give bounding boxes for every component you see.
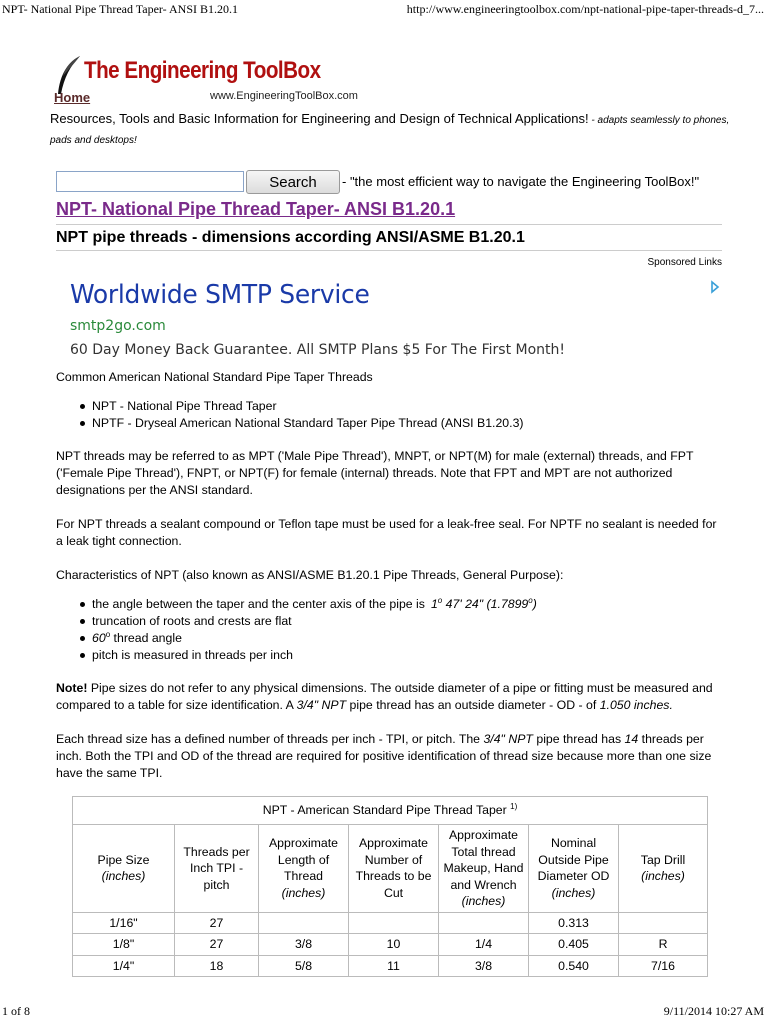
intro-text: Common American National Standard Pipe Taper Threads bbox=[56, 370, 373, 384]
search-slogan: - "the most efficient way to navigate the Engineering ToolBox!" bbox=[342, 174, 700, 189]
table-row: 1/4" 18 5/8 11 3/8 0.540 7/16 bbox=[73, 955, 708, 977]
paragraph: Characteristics of NPT (also known as ANSI/ASME B1.20.1 Pipe Threads, General Purpose): bbox=[56, 568, 564, 582]
npt-table bbox=[72, 796, 708, 977]
ad-description: 60 Day Money Back Guarantee. All SMTP Plans $5 For The First Month! bbox=[70, 342, 566, 358]
ad-banner[interactable] bbox=[56, 272, 722, 364]
search-input[interactable] bbox=[56, 171, 244, 192]
print-header bbox=[2, 2, 764, 18]
col-header: Pipe Size (inches) bbox=[73, 825, 175, 913]
note-paragraph: Note! Pipe sizes do not refer to any physical dimensions. The outside diameter of a pipe or fitting must be measured and compared to a table for size identification. A 3/4" NPT pipe thread has an outside diameter - OD - of 1.050 inches. bbox=[56, 681, 713, 712]
paragraph: For NPT threads a sealant compound or Teflon tape must be used for a leak-free seal. For NPTF no sealant is needed for a leak tight connection. bbox=[56, 517, 717, 548]
list-item: truncation of roots and crests are flat bbox=[80, 613, 722, 630]
table-row: 1/8" 27 3/8 10 1/4 0.405 R bbox=[73, 934, 708, 956]
list-item: 60$^o$ thread angle bbox=[80, 630, 722, 647]
col-header: Approximate Length of Thread (inches) bbox=[259, 825, 349, 913]
ad-title[interactable]: Worldwide SMTP Service bbox=[70, 280, 370, 310]
search-bar bbox=[56, 170, 746, 194]
col-header: Approximate Number of Threads to be Cut bbox=[349, 825, 439, 913]
divider bbox=[56, 224, 722, 225]
logo-site-url: www.EngineeringToolBox.com bbox=[210, 90, 358, 102]
col-header: Approximate Total thread Makeup, Hand and Wrench (inches) bbox=[439, 825, 529, 913]
logo-text: The Engineering ToolBox bbox=[84, 57, 321, 84]
char-text: the angle between the taper and the center axis of the pipe is bbox=[92, 597, 425, 611]
tagline-main: Resources, Tools and Basic Information for Engineering and Design of Technical Applications! bbox=[50, 111, 589, 126]
print-datetime: 9/11/2014 10:27 AM bbox=[663, 1004, 764, 1018]
tpi-paragraph: Each thread size has a defined number of threads per inch - TPI, or pitch. The 3/4" NPT pipe thread has 14 threads per inch. Both the TPI and OD of the thread are required for positive identification of thread size because more than one size have the same TPI. bbox=[56, 732, 712, 780]
list-item: pitch is measured in threads per inch bbox=[80, 647, 722, 664]
ad-url[interactable]: smtp2go.com bbox=[70, 318, 166, 334]
search-button[interactable]: Search bbox=[246, 170, 340, 194]
paragraph: NPT threads may be referred to as MPT ('Male Pipe Thread'), MNPT, or NPT(M) for male (external) threads, and FPT ('Female Pipe Thread'), FNPT, or NPT(F) for female (internal) threads. Note that FPT and MPT are not authorized designations per the ANSI standard. bbox=[56, 449, 694, 497]
print-url: http://www.engineeringtoolbox.com/npt-national-pipe-taper-threads-d_7... bbox=[406, 2, 764, 16]
tagline bbox=[50, 110, 730, 150]
col-header: Threads per Inch TPI - pitch bbox=[175, 825, 259, 913]
print-page-title: NPT- National Pipe Thread Taper- ANSI B1.20.1 bbox=[2, 2, 239, 16]
site-logo[interactable] bbox=[52, 52, 372, 106]
col-header: Nominal Outside Pipe Diameter OD (inches) bbox=[529, 825, 619, 913]
list-item bbox=[80, 596, 722, 613]
home-link[interactable]: Home bbox=[54, 90, 91, 105]
tagline-small: - adapts seamlessly to phones, pads and desktops! bbox=[50, 115, 730, 146]
table-caption: NPT - American Standard Pipe Thread Taper $^{1)}$ bbox=[73, 797, 708, 825]
table-row: 1/16" 27 0.313 bbox=[73, 912, 708, 934]
adchoices-icon[interactable] bbox=[710, 280, 720, 294]
article-body bbox=[56, 369, 722, 799]
col-header: Tap Drill (inches) bbox=[619, 825, 708, 913]
page-subtitle: NPT pipe threads - dimensions according ANSI/ASME B1.20.1 bbox=[56, 229, 525, 246]
sponsored-label: Sponsored Links bbox=[647, 257, 722, 268]
table-header-row bbox=[73, 825, 708, 913]
char-angle: 1$^o$ 47' 24" (1.7899$^o$) bbox=[430, 595, 537, 611]
page-title[interactable]: NPT- National Pipe Thread Taper- ANSI B1.20.1 bbox=[56, 199, 456, 219]
print-footer bbox=[2, 1004, 764, 1020]
list-item: NPTF - Dryseal American National Standard Taper Pipe Thread (ANSI B1.20.3) bbox=[80, 415, 722, 432]
divider bbox=[56, 250, 722, 251]
thread-types-list bbox=[80, 398, 722, 432]
characteristics-list bbox=[80, 596, 722, 664]
list-item: NPT - National Pipe Thread Taper bbox=[80, 398, 722, 415]
page-number: 1 of 8 bbox=[2, 1004, 30, 1018]
